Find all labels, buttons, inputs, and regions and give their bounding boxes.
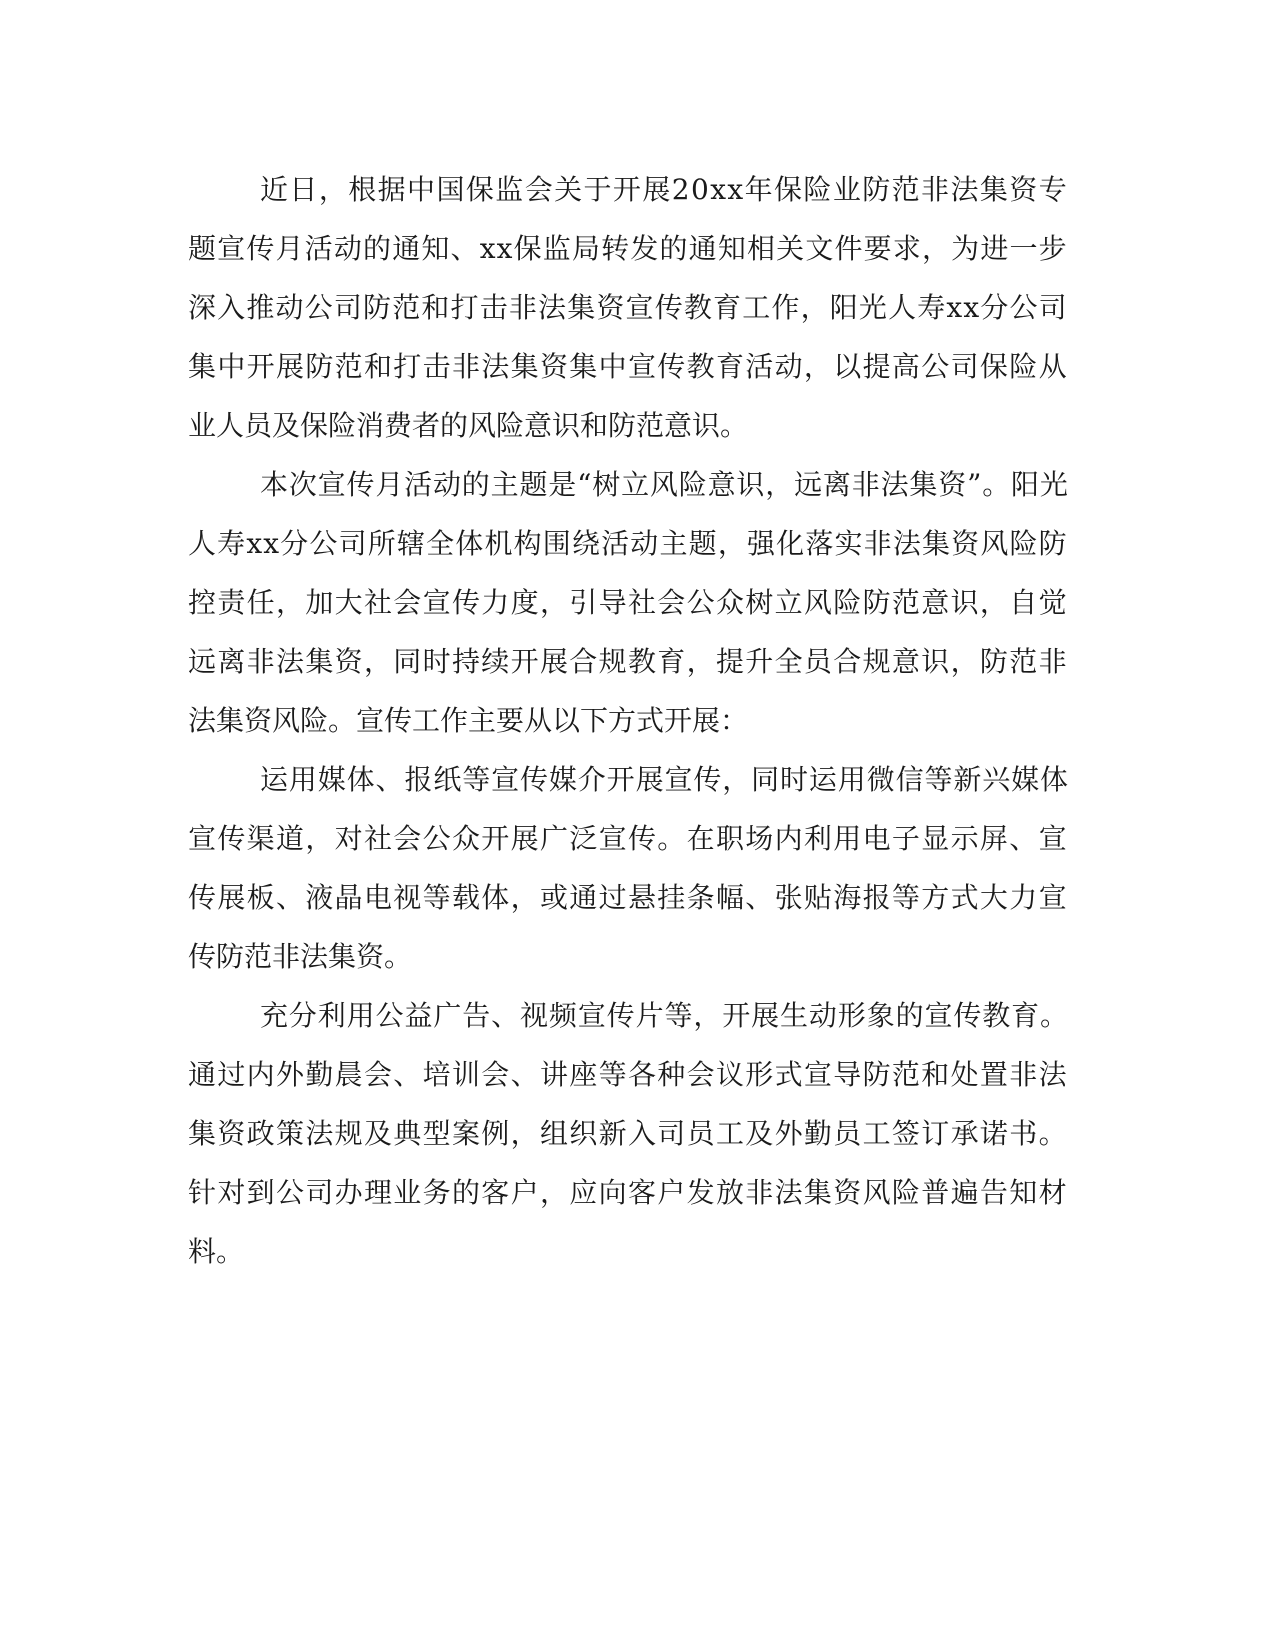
paragraph-line: 料。 (188, 1235, 245, 1268)
paragraph-3 (188, 750, 1068, 986)
paragraph-line: 传防范非法集资。 (188, 940, 413, 973)
paragraph-4 (188, 986, 1068, 1281)
paragraph-line: 人寿xx分公司所辖全体机构围绕活动主题，强化落实非法集资风险防 (188, 527, 1068, 560)
paragraph-2 (188, 455, 1068, 750)
paragraph-line: 题宣传月活动的通知、xx保监局转发的通知相关文件要求，为进一步 (188, 232, 1068, 265)
paragraph-line: 通过内外勤晨会、培训会、讲座等各种会议形式宣导防范和处置非法 (188, 1058, 1068, 1091)
paragraph-line: 控责任，加大社会宣传力度，引导社会公众树立风险防范意识，自觉 (188, 586, 1068, 619)
paragraph-line: 集中开展防范和打击非法集资集中宣传教育活动，以提高公司保险从 (188, 350, 1068, 383)
paragraph-line: 深入推动公司防范和打击非法集资宣传教育工作，阳光人寿xx分公司 (188, 291, 1068, 324)
paragraph-1 (188, 160, 1068, 455)
paragraph-line: 运用媒体、报纸等宣传媒介开展宣传，同时运用微信等新兴媒体 (260, 763, 1069, 796)
paragraph-line: 集资政策法规及典型案例，组织新入司员工及外勤员工签订承诺书。 (188, 1117, 1068, 1150)
paragraph-line: 充分利用公益广告、视频宣传片等，开展生动形象的宣传教育。 (260, 999, 1069, 1032)
paragraph-line: 本次宣传月活动的主题是“树立风险意识，远离非法集资”。阳光 (260, 468, 1069, 501)
paragraph-line: 业人员及保险消费者的风险意识和防范意识。 (188, 409, 749, 442)
paragraph-line: 远离非法集资，同时持续开展合规教育，提升全员合规意识，防范非 (188, 645, 1068, 678)
paragraph-line: 宣传渠道，对社会公众开展广泛宣传。在职场内利用电子显示屏、宣 (188, 822, 1068, 855)
paragraph-line: 近日，根据中国保监会关于开展20xx年保险业防范非法集资专 (260, 173, 1069, 206)
paragraph-line: 传展板、液晶电视等载体，或通过悬挂条幅、张贴海报等方式大力宣 (188, 881, 1068, 914)
paragraph-line: 法集资风险。宣传工作主要从以下方式开展： (188, 704, 749, 737)
paragraph-line: 针对到公司办理业务的客户，应向客户发放非法集资风险普遍告知材 (188, 1176, 1068, 1209)
document-body (188, 160, 1068, 1281)
